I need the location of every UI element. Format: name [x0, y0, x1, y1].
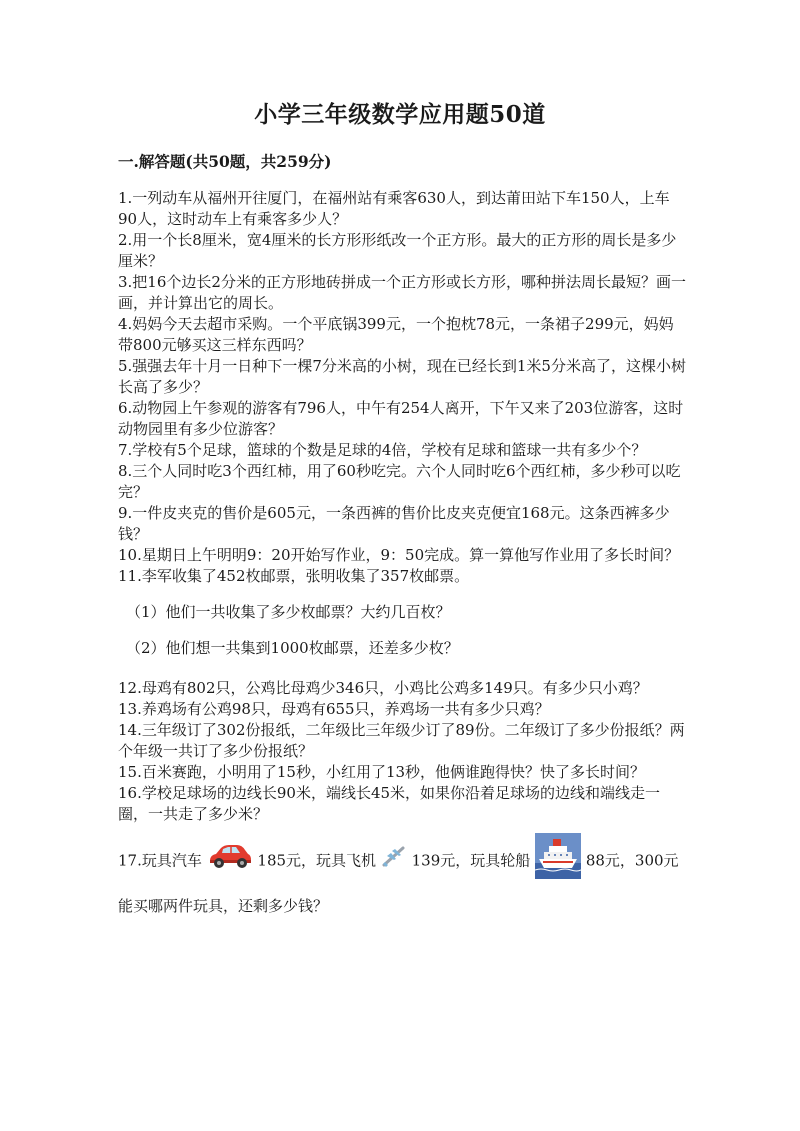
question-16: 16.学校足球场的边线长90米，端线长45米，如果你沿着足球场的边线和端线走一圈，一共走了多少米？ — [118, 784, 661, 823]
question-7: 7.学校有5个足球，篮球的个数是足球的4倍，学校有足球和篮球一共有多少个？ — [118, 441, 647, 459]
question-5: 5.强强去年十月一日种下一棵7分米高的小树，现在已经长到1米5分米高了，这棵小树长高了多少？ — [118, 357, 686, 396]
question-11: 11.李军收集了452枚邮票，张明收集了357枚邮票。 — [118, 567, 470, 585]
question-12: 12.母鸡有802只，公鸡比母鸡少346只，小鸡比公鸡多149只。有多少只小鸡？ — [118, 679, 648, 697]
question-8: 8.三个人同时吃3个西红柿，用了60秒吃完。六个人同时吃6个西红柿，多少秒可以吃完？ — [118, 462, 681, 501]
question-17-text-1: 17.玩具汽车 — [118, 851, 202, 870]
question-11-sub-1: （1）他们一共收集了多少枚邮票？大约几百枚？ — [126, 603, 451, 621]
page-title: 小学三年级数学应用题50道 — [254, 101, 546, 128]
question-list — [118, 188, 688, 922]
question-2: 2.用一个长8厘米，宽4厘米的长方形形纸改一个正方形。最大的正方形的周长是多少厘米？ — [118, 231, 677, 270]
question-1: 1.一列动车从福州开往厦门，在福州站有乘客630人，到达莆田站下车150人，上车90人，这时动车上有乘客多少人？ — [118, 189, 670, 228]
question-9: 9.一件皮夹克的售价是605元，一条西裤的售价比皮夹克便宜168元。这条西裤多少钱？ — [118, 504, 670, 543]
question-17-text-4: 88元，300元能买哪两件玩具，还剩多少钱？ — [118, 851, 679, 915]
car-icon — [207, 841, 253, 882]
question-17 — [118, 833, 688, 922]
question-14: 14.三年级订了302份报纸，二年级比三年级少订了89份。二年级订了多少份报纸？两个年级一共订了多少份报纸？ — [118, 721, 685, 760]
section-heading: 一.解答题(共50题，共259分) — [118, 152, 332, 171]
question-17-text-3: 139元，玩具轮船 — [411, 851, 531, 870]
question-11-sub-2: （2）他们想一共集到1000枚邮票，还差多少枚？ — [126, 639, 459, 657]
ship-icon — [535, 833, 581, 890]
question-4: 4.妈妈今天去超市采购。一个平底锅399元，一个抱枕78元，一条裙子299元，妈妈带800元够买这三样东西吗？ — [118, 315, 674, 354]
question-6: 6.动物园上午参观的游客有796人，中午有254人离开，下午又来了203位游客，这时动物园里有多少位游客？ — [118, 399, 684, 438]
question-17-text-2: 185元，玩具飞机 — [257, 851, 377, 870]
question-10: 10.星期日上午明明9：20开始写作业，9：50完成。算一算他写作业用了多长时间？ — [118, 546, 680, 564]
question-13: 13.养鸡场有公鸡98只，母鸡有655只，养鸡场一共有多少只鸡？ — [118, 700, 550, 718]
airplane-icon — [381, 843, 407, 880]
question-3: 3.把16个边长2分米的正方形地砖拼成一个正方形或长方形，哪种拼法周长最短？画一画，并计算出它的周长。 — [118, 273, 686, 312]
question-15: 15.百米赛跑，小明用了15秒，小红用了13秒，他俩谁跑得快？快了多长时间？ — [118, 763, 646, 781]
